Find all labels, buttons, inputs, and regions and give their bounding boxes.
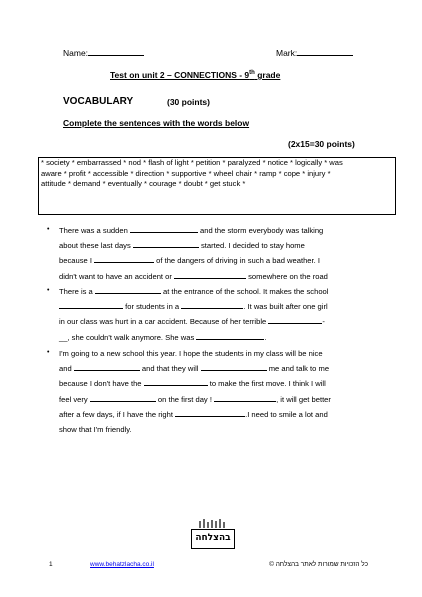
logo-text: בהצלחה (191, 529, 235, 549)
answer-blank[interactable] (175, 407, 245, 417)
answer-blank[interactable] (59, 299, 123, 309)
page-number: 1 (49, 561, 53, 568)
instruction: Complete the sentences with the words below (63, 118, 250, 128)
word-bank-line: aware * profit * accessible * direction * supportive * wheel chair * ramp * cope * injury * (41, 168, 331, 178)
mark-blank[interactable] (297, 47, 353, 56)
paragraph-1: There was a sudden and the storm everybody was talking about these last days started. I decided to stay home because I of the dangers of driving in such a bad weather. I didn't want to have an accident or somewhere on the road (59, 223, 399, 284)
answer-blank[interactable] (130, 223, 198, 233)
answer-blank[interactable] (268, 314, 322, 324)
name-blank[interactable] (88, 47, 144, 56)
answer-blank[interactable] (133, 238, 199, 248)
word-bank-line: attitude * demand * eventually * courage * doubt * get stuck * (41, 179, 246, 188)
answer-blank[interactable] (74, 361, 140, 371)
answer-blank[interactable] (214, 392, 276, 402)
mark-label: Mark: (276, 48, 298, 58)
bullet: • (47, 226, 50, 233)
logo-stripes-icon (191, 519, 235, 529)
scoring: (2x15=30 points) (288, 139, 355, 149)
test-title: Test on unit 2 – CONNECTIONS - 9th grade (110, 70, 281, 80)
answer-blank[interactable] (181, 299, 243, 309)
paragraph-3: I'm going to a new school this year. I hope the students in my class will be nice and and that they will me and talk to me because I don't have the to make the first move. I think I will feel very on the first day ! , it will get better after a few days, if I have the right .I need to smile a lot and show that I'm friendly. (59, 349, 331, 435)
answer-blank[interactable] (90, 392, 156, 402)
word-bank (38, 157, 396, 215)
bullet: • (47, 287, 50, 294)
section-points: (30 points) (167, 97, 210, 107)
website-link[interactable]: www.behatzlacha.co.il (90, 561, 154, 568)
answer-blank[interactable] (94, 253, 154, 263)
word-bank-line: * society * embarrassed * nod * flash of light * petition * paralyzed * notice * logically * was (41, 158, 343, 167)
answer-blank[interactable] (201, 361, 267, 371)
mark-field (276, 47, 353, 58)
site-logo (191, 519, 235, 559)
copyright-notice: כל הזכויות שמורות לאתר בהצלחה © (269, 561, 368, 568)
section-heading: VOCABULARY (63, 96, 134, 107)
name-field (63, 47, 144, 58)
answer-blank[interactable] (144, 376, 208, 386)
answer-blank[interactable] (95, 284, 161, 294)
answer-blank[interactable] (196, 330, 264, 340)
bullet: • (47, 349, 50, 356)
name-label: Name: (63, 48, 89, 58)
paragraph-2: There is a at the entrance of the school. It makes the school for students in a . It was built after one girl in our class was hurt in a car accident. Because of her terrible - __, she couldn't walk anymore. She was . (59, 284, 399, 345)
answer-blank[interactable] (174, 269, 246, 279)
